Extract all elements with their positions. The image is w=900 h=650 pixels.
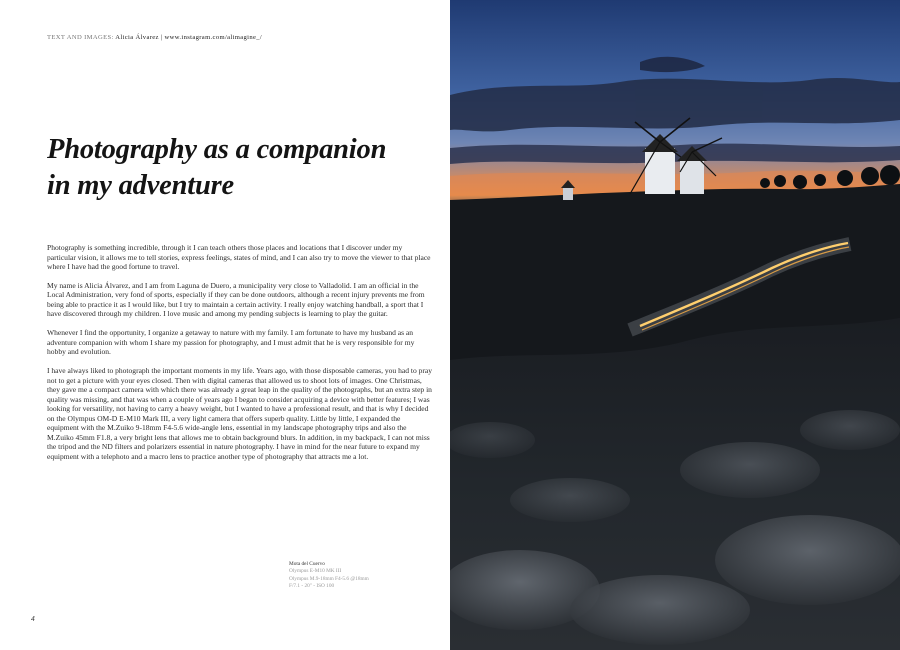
paragraph-2: My name is Alicia Álvarez, and I am from Laguna de Duero, a municipality very close to Valladolid. I am an official in the Local Administration, very fond of sports, especially if they can be done outdoors, although a recent injury prevents me from being able to practice it as I would like, but I try to maintain a certain activity. I really enjoy watching handball, a sport that I have discovered through my children. I love music and among my pending subjects is learning to play the guitar. bbox=[47, 280, 425, 319]
credit-line bbox=[47, 34, 437, 41]
title-line-1: Photography as a companion bbox=[47, 134, 387, 165]
page-number: 4 bbox=[31, 614, 35, 623]
article-title bbox=[47, 132, 437, 204]
caption-camera: Olympus E-M10 MK III bbox=[289, 568, 342, 575]
article-body bbox=[47, 243, 433, 471]
title-line-2: in my adventure bbox=[47, 170, 234, 201]
caption-title: Mota del Cuervo bbox=[289, 561, 325, 567]
paragraph-4: I have always liked to photograph the important moments in my life. Years ago, with those disposable cameras, you had to pray not to get a picture with your eyes closed. Then with digital cameras that allowed us to shoot lots of images. One Christmas, they gave me a compact camera with which there was already a great leap in the quality of the photographs, but an extra step in quality was missing, and that was when a couple of years ago I began to consider acquiring a device with better features; I was looking for versatility, not having to carry a heavy weight, but I wanted to have a professional result, and that is why I decided on the Olympus OM-D E-M10 Mark III, a very light camera that offers superb quality. Little by little, I expanded the equipment with the M.Zuiko 9-18mm F4-5.6 wide-angle lens, essential in my landscape photography trips and also the M.Zuiko 45mm F1.8, a very bright lens that allows me to obtain background blurs. In addition, in my backpack, I can not miss the tripod and the ND filters and polarizers essential in nature photography. I have in mind for the near future to expand my equipment with a telephoto and a macro lens to practice another type of photography that attracts me a lot. bbox=[47, 366, 433, 461]
paragraph-3: Whenever I find the opportunity, I organize a getaway to nature with my family. I am fortunate to have my husband as an adventure companion with whom I share my passion for photography, and I must admit that he is very responsible for my hobby and evolution. bbox=[47, 328, 415, 357]
photo-caption bbox=[289, 561, 439, 591]
paragraph-1: Photography is something incredible, through it I can teach others those places and locations that I discover under my particular vision, it allows me to tell stories, express feelings, states of mind, and I can also try to move the viewer to that place where I have had the good fortune to travel. bbox=[47, 243, 431, 271]
credit-label: TEXT AND IMAGES: bbox=[47, 34, 114, 41]
credit-value: Alicia Álvarez | www.instagram.com/alimagine_/ bbox=[115, 34, 263, 41]
photo-page bbox=[450, 0, 900, 650]
windmills-photo bbox=[450, 0, 900, 650]
caption-settings: F/7.1 - 20" - ISO 100 bbox=[289, 583, 335, 590]
caption-lens: Olympus M.9-18mm F4-5.6 @18mm bbox=[289, 575, 369, 582]
